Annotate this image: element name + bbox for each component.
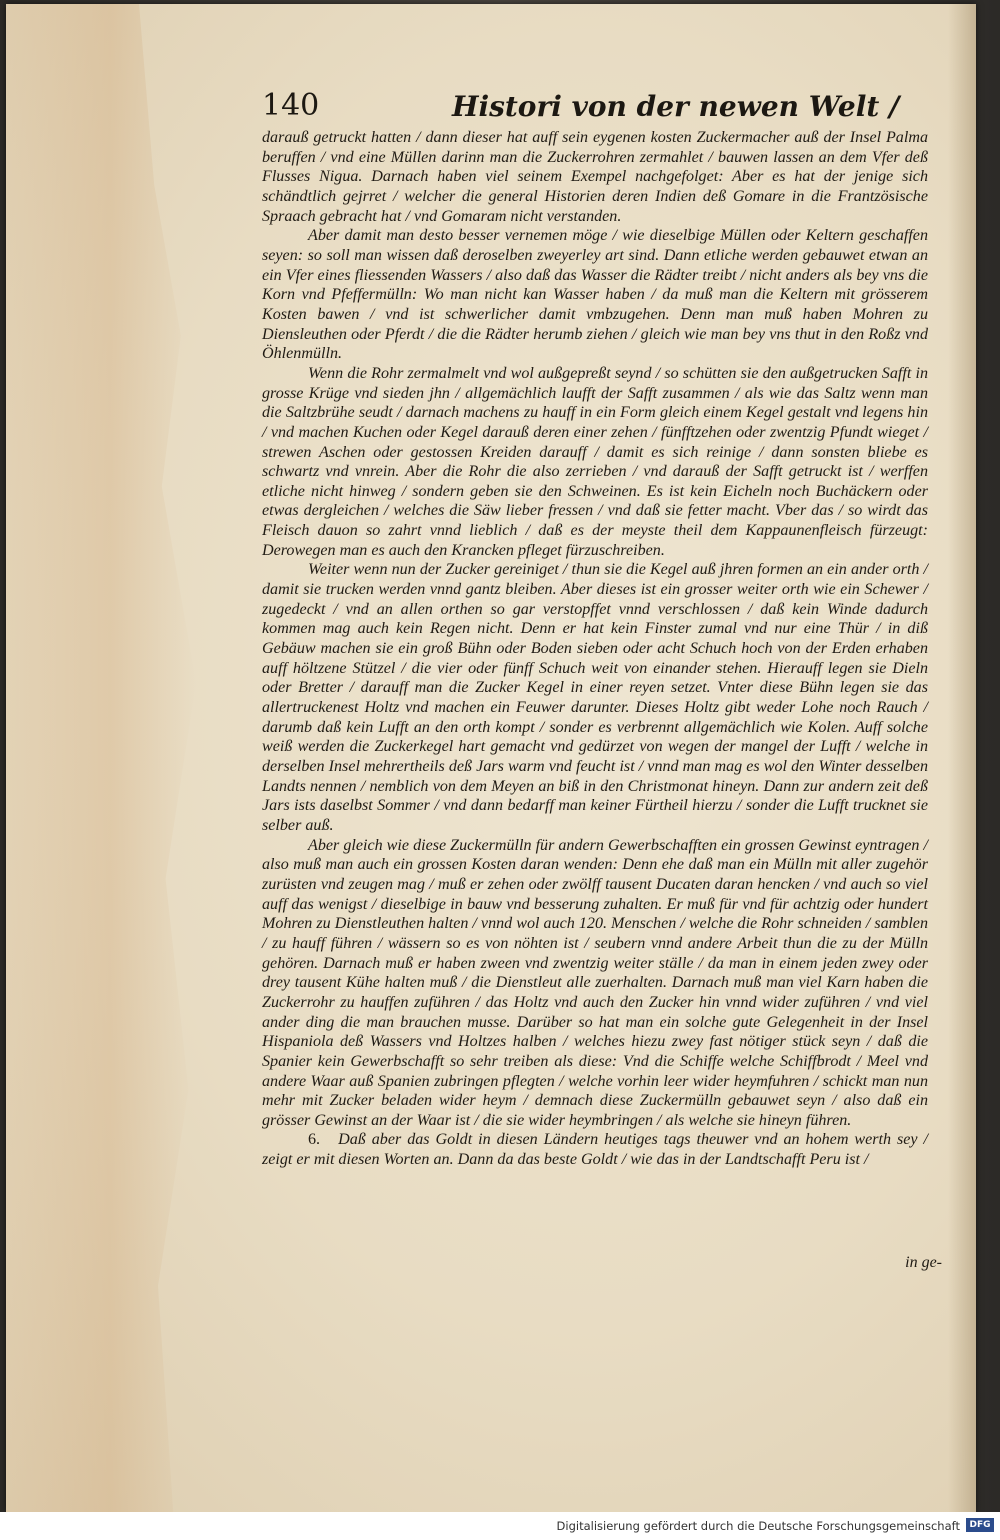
paragraph-text: darauß getruckt hatten / dann dieser hat auff sein eygenen kosten Zuckermacher auß der Insel Palma beruffen / vnd eine Müllen darinn man die Zuckerrohren zermahlet / bauwen lassen an dem Vfer deß Flusses Nigua. Darnach haben viel seinem Exempel nachgefolget: Aber es hat der jenige sich schändtlich gejrret / welcher die general Historien deren Indien deß Gomare in die Frantzösische Spraach gebracht hat / vnd Gomaram nicht verstanden. [262, 129, 928, 225]
running-title: Histori von der newen Welt / [452, 90, 900, 123]
footer-bar [0, 1512, 1000, 1540]
page-edge-shadow [948, 4, 976, 1512]
paragraph [262, 836, 928, 1131]
dfg-logo-icon: DFG [966, 1518, 994, 1532]
paragraph-text: Wenn die Rohr zermalmelt vnd wol außgepreßt seynd / so schütten sie den außgetrucken Safft in grosse Krüge vnd sieden jhn / allgemächlich laufft der Safft zusammen / als wie das Saltz wenn man die Saltzbrühe seudt / darnach machens zu hauff in ein Form gleich einem Kegel gestalt vnd legens hin / vnd machen Kuchen oder Kegel darauß deren einer zehen / fünfftzehen oder zwentzig Pfundt wieget / strewen Aschen oder gestossen Kreiden darauff / damit es sich reinige / dann sonsten bliebe es schwartz vnd vnrein. Aber die Rohr die also zerrieben / vnd darauß der Safft getruckt ist / werffen etliche nicht hinweg / sondern geben sie den Schweinen. Es ist kein Eicheln noch Buchäckern oder etwas dergleichen / welches die Säw lieber fressen / vnd daß sie fetter macht. Vber das / so wirdt das Fleisch dauon so zahrt vnnd lieblich / daß es der meyste theil dem Kappaunenfleisch fürzeugt: Derowegen man es auch den Krancken pfleget fürzuschreiben. [262, 364, 928, 559]
catchword: in ge- [905, 1254, 942, 1271]
paragraph-text: Aber damit man desto besser vernemen möge / wie dieselbige Müllen oder Keltern geschaffen seyen: so soll man wissen daß deroselben zweyerley art sind. Dann etliche werden gebauwet etwan an ein Vfer eines fliessenden Wassers / also daß das Wasser die Rädter treibt / nicht anders als bey vns die Korn vnd Pfeffermülln: Wo man nicht kan Wasser haben / da muß man die Keltern mit grösserem Kosten bawen / vnd ist schwerlicher damit vmbzugehen. Denn man muß haben Mohren zu Diensleuthen oder Pferdt / die die Rädter herumb ziehen / gleich wie man bey vns thut in den Roßz vnd Öhlenmülln. [262, 227, 928, 363]
page-header [262, 88, 922, 128]
paragraph [262, 1130, 928, 1169]
paragraph [262, 128, 928, 226]
paragraph [262, 560, 928, 835]
paragraph [262, 226, 928, 364]
page-number: 140 [262, 88, 320, 123]
paragraph-text: Weiter wenn nun der Zucker gereiniget / thun sie die Kegel auß jhren formen an ein ander orth / damit sie trucken werden vnnd gantz bleiben. Aber dieses ist ein grosser weiter orth wie ein Schewer / zugedeckt / vnd an allen orthen so gar verstopffet vnnd verschlossen / daß kein Winde dadurch kommen mag auch kein Regen nicht. Denn er hat kein Finster zumal vnd nur eine Thür / in diß Gebäuw machen sie ein groß Bühn oder Boden sieben oder acht Schuch hoch von der Erden erhaben auff höltzene Stützel / die vier oder fünff Schuch weit von einander stehen. Hierauff legen sie Dieln oder Bretter / darauff man die Zucker Kegel in einer reyen setzet. Vnter diese Bühn legen sie das allertruckenest Holtz vnd machen ein Feuwer darunter. Dieses Holtz gibt weder Lohe noch Rauch / darumb daß kein Lufft an den orth kompt / sonder es verbrennt allgemächlich wie Kolen. Auff solche weiß werden die Zuckerkegel hart gemacht vnd gedürzet von wegen der mangel der Lufft / welche in derselben Insel mehrertheils deß Jars warm vnd feucht ist / vnnd man mag es wol den Winter desselben Landts nennen / nemblich von dem Meyen an biß in den Christmonat hineyn. Dann zur andern zeit deß Jars ists daselbst Sommer / vnd dann bedarff man keiner Fürtheil hierzu / sonder die Lufft trucknet sie selber auß. [262, 561, 928, 834]
body-text [262, 128, 928, 1170]
paragraph-text: Daß aber das Goldt in diesen Ländern heutiges tags theuwer vnd an hohem werth sey / zeigt er mit diesen Worten an. Dann da das beste Goldt / wie das in der Landtschafft Peru ist / [262, 1131, 928, 1169]
paragraph-text: Aber gleich wie diese Zuckermülln für andern Gewerbschafften ein grossen Gewinst eyntragen / also muß man auch ein grossen Kosten daran wenden: Denn ehe daß man ein Mülln mit aller zugehör zurüsten vnd zeugen mag / muß er zehen oder zwölff tausent Ducaten daran hencken / vnd auch so viel auff das wenigst / dieselbige in bauw vnd besserung zuhalten. Er muß für vnd für achtzig oder hundert Mohren zu Dienstleuthen halten / vnnd wol auch 120. Menschen / welche die Rohr schneiden / samblen / zu hauff führen / wässern so es von nöhten ist / seubern vnnd andere Arbeit thun die zu der Mülln gehören. Darnach muß er haben zween vnd zwentzig weiter ställe / da man in einem jeden zwey oder drey tausent Kühe halten muß / die Dienstleut alle zuerhalten. Darnach muß man viel Karn haben die Zuckerrohr zu hauffen zuführen / das Holtz vnd auch den Zucker hin vnnd wider zuführen / vnd viel ander ding die man brauchen musse. Darüber so hat man ein solche gute Gelegenheit in der Insel Hispaniola deß Wassers vnd Holtzes halben / welches hiezu zwey fast nötiger stück seyn / daß die Spanier kein Gewerbschafft so sehr treiben als diese: Vnd die Schiffe welche Schiffbrodt / Meel vnd andere Waar auß Spanien zubringen pflegten / welche vorhin leer wider heymfuhren / schickt man nun mehr mit Zucker beladen wider heym / demnach diese Zuckermülln gebauwet seyn / also daß ein grösser Gewinst an der Waar ist / die sie wider heymbringen / als welche sie hineyn führen. [262, 836, 928, 1129]
water-stain [6, 4, 196, 1512]
paragraph [262, 364, 928, 561]
footer-credit: Digitalisierung gefördert durch die Deutsche Forschungsgemeinschaft [556, 1519, 960, 1533]
paragraph-number: 6. [308, 1131, 321, 1149]
